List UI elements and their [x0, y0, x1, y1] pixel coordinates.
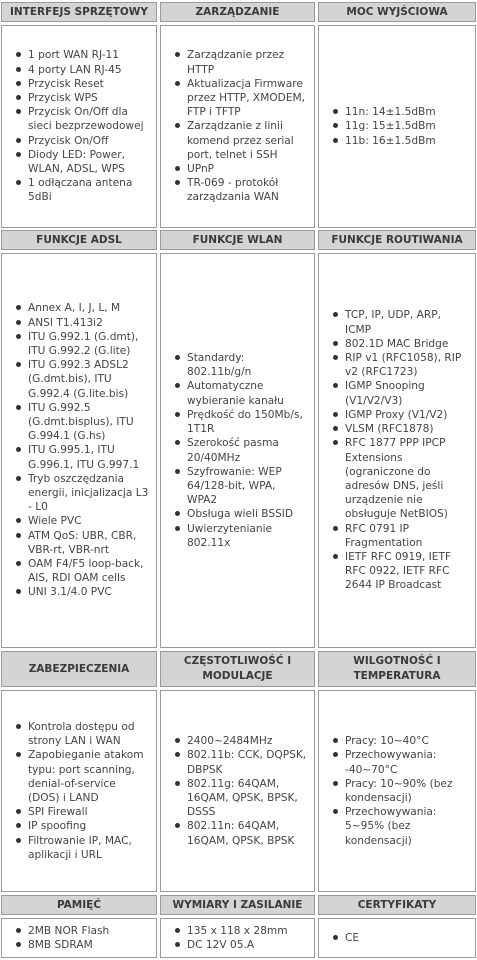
spec-item: Diody LED: Power, WLAN, ADSL, WPS — [10, 148, 150, 176]
spec-item: UNI 3.1/4.0 PVC — [10, 585, 150, 599]
spec-item: 1 odłączana antena 5dBi — [10, 176, 150, 204]
spec-item: 802.1D MAC Bridge — [327, 337, 469, 351]
spec-item: Kontrola dostępu od strony LAN i WAN — [10, 720, 150, 748]
spec-item: Zapobieganie atakom typu: port scanning, denial-of-service (DOS) i LAND — [10, 748, 150, 805]
spec-item: Przechowywania: -40~70°C — [327, 748, 469, 776]
spec-item: ATM QoS: UBR, CBR, VBR-rt, VBR-nrt — [10, 529, 150, 557]
spec-item: 2MB NOR Flash — [10, 924, 150, 938]
spec-item: Annex A, I, J, L, M — [10, 301, 150, 315]
spec-item: ITU G.995.1, ITU G.996.1, ITU G.997.1 — [10, 443, 150, 471]
header-zarzadzanie: ZARZĄDZANIE — [160, 2, 315, 22]
spec-item: IGMP Proxy (V1/V2) — [327, 408, 469, 422]
spec-item: 135 x 118 x 28mm — [169, 924, 308, 938]
spec-item: ITU G.992.5 (G.dmt.bisplus), ITU G.994.1 (G.hs) — [10, 401, 150, 444]
spec-item: Przycisk WPS — [10, 91, 150, 105]
spec-item: Przechowywania: 5~95% (bez kondensacji) — [327, 805, 469, 848]
header-certyfikaty: CERTYFIKATY — [318, 895, 476, 915]
spec-item: TR-069 - protokół zarządzania WAN — [169, 176, 308, 204]
spec-item: Przycisk Reset — [10, 77, 150, 91]
spec-item: RIP v1 (RFC1058), RIP v2 (RFC1723) — [327, 351, 469, 379]
header-pamiec: PAMIĘĆ — [1, 895, 157, 915]
spec-item: 11n: 14±1.5dBm — [327, 105, 469, 119]
spec-item: RFC 1877 PPP IPCP Extensions (ograniczone do adresów DNS, jeśli urządzenie nie obsługuje NetBIOS) — [327, 436, 469, 521]
spec-item: Szerokość pasma 20/40MHz — [169, 436, 308, 464]
spec-item: 4 porty LAN RJ-45 — [10, 63, 150, 77]
spec-item: UPnP — [169, 162, 308, 176]
spec-item: Automatyczne wybieranie kanału — [169, 379, 308, 407]
spec-item: RFC 0791 IP Fragmentation — [327, 522, 469, 550]
cell-wymiary — [160, 918, 315, 958]
spec-item: 1 port WAN RJ-11 — [10, 48, 150, 62]
cell-zabezpieczenia — [1, 690, 157, 892]
spec-item: IETF RFC 0919, IETF RFC 0922, IETF RFC 2644 IP Broadcast — [327, 550, 469, 593]
spec-item: Standardy: 802.11b/g/n — [169, 351, 308, 379]
spec-item: 802.11n: 64QAM, 16QAM, QPSK, BPSK — [169, 819, 308, 847]
spec-item: 2400~2484MHz — [169, 734, 308, 748]
spec-item: TCP, IP, UDP, ARP, ICMP — [327, 308, 469, 336]
cell-moc — [318, 25, 476, 228]
spec-item: IP spoofing — [10, 819, 150, 833]
spec-item: ITU G.992.3 ADSL2 (G.dmt.bis), ITU G.992.4 (G.lite.bis) — [10, 358, 150, 401]
spec-item: 802.11b: CCK, DQPSK, DBPSK — [169, 748, 308, 776]
header-wilgotnosc: WILGOTNOŚĆ I TEMPERATURA — [318, 651, 476, 687]
spec-item: 11g: 15±1.5dBm — [327, 119, 469, 133]
spec-item: Tryb oszczędzania energii, inicjalizacja L3 - L0 — [10, 472, 150, 515]
header-zabezpieczenia: ZABEZPIECZENIA — [1, 651, 157, 687]
spec-item: VLSM (RFC1878) — [327, 422, 469, 436]
spec-item: OAM F4/F5 loop-back, AIS, RDI OAM cells — [10, 557, 150, 585]
header-adsl: FUNKCJE ADSL — [1, 230, 157, 250]
spec-item: Pracy: 10~90% (bez kondensacji) — [327, 777, 469, 805]
spec-item: Obsługa wieli BSSID — [169, 507, 308, 521]
spec-item: CE — [327, 931, 469, 945]
spec-item: 11b: 16±1.5dBm — [327, 134, 469, 148]
header-wlan: FUNKCJE WLAN — [160, 230, 315, 250]
spec-item: Pracy: 10~40°C — [327, 734, 469, 748]
spec-item: 8MB SDRAM — [10, 938, 150, 952]
spec-item: ITU G.992.1 (G.dmt), ITU G.992.2 (G.lite) — [10, 330, 150, 358]
spec-item: IGMP Snooping (V1/V2/V3) — [327, 379, 469, 407]
spec-item: SPI Firewall — [10, 805, 150, 819]
spec-item: Zarządzanie przez HTTP — [169, 48, 308, 76]
spec-item: 802.11g: 64QAM, 16QAM, QPSK, BPSK, DSSS — [169, 777, 308, 820]
cell-routing — [318, 253, 476, 648]
header-interfejs: INTERFEJS SPRZĘTOWY — [1, 2, 157, 22]
spec-item: Uwierzytenianie 802.11x — [169, 522, 308, 550]
spec-item: DC 12V 05.A — [169, 938, 308, 952]
cell-adsl — [1, 253, 157, 648]
header-czestotliwosc: CZĘSTOTLIWOŚĆ I MODULACJE — [160, 651, 315, 687]
spec-item: Szyfrowanie: WEP 64/128-bit, WPA, WPA2 — [169, 465, 308, 508]
cell-pamiec — [1, 918, 157, 958]
spec-item: Aktualizacja Firmware przez HTTP, XMODEM, FTP i TFTP — [169, 77, 308, 120]
cell-wlan — [160, 253, 315, 648]
spec-item: Wiele PVC — [10, 514, 150, 528]
spec-item: Przycisk On/Off dla sieci bezprzewodowej — [10, 105, 150, 133]
spec-item: ANSI T1.413i2 — [10, 316, 150, 330]
cell-certyfikaty — [318, 918, 476, 958]
cell-interfejs — [1, 25, 157, 228]
cell-zarzadzanie — [160, 25, 315, 228]
spec-item: Przycisk On/Off — [10, 134, 150, 148]
spec-item: Zarządzanie z linii komend przez serial port, telnet i SSH — [169, 119, 308, 162]
cell-wilgotnosc — [318, 690, 476, 892]
header-wymiary: WYMIARY I ZASILANIE — [160, 895, 315, 915]
cell-czestotliwosc — [160, 690, 315, 892]
spec-item: Filtrowanie IP, MAC, aplikacji i URL — [10, 834, 150, 862]
spec-item: Prędkość do 150Mb/s, 1T1R — [169, 408, 308, 436]
header-moc: MOC WYJŚCIOWA — [318, 2, 476, 22]
header-routing: FUNKCJE ROUTIWANIA — [318, 230, 476, 250]
